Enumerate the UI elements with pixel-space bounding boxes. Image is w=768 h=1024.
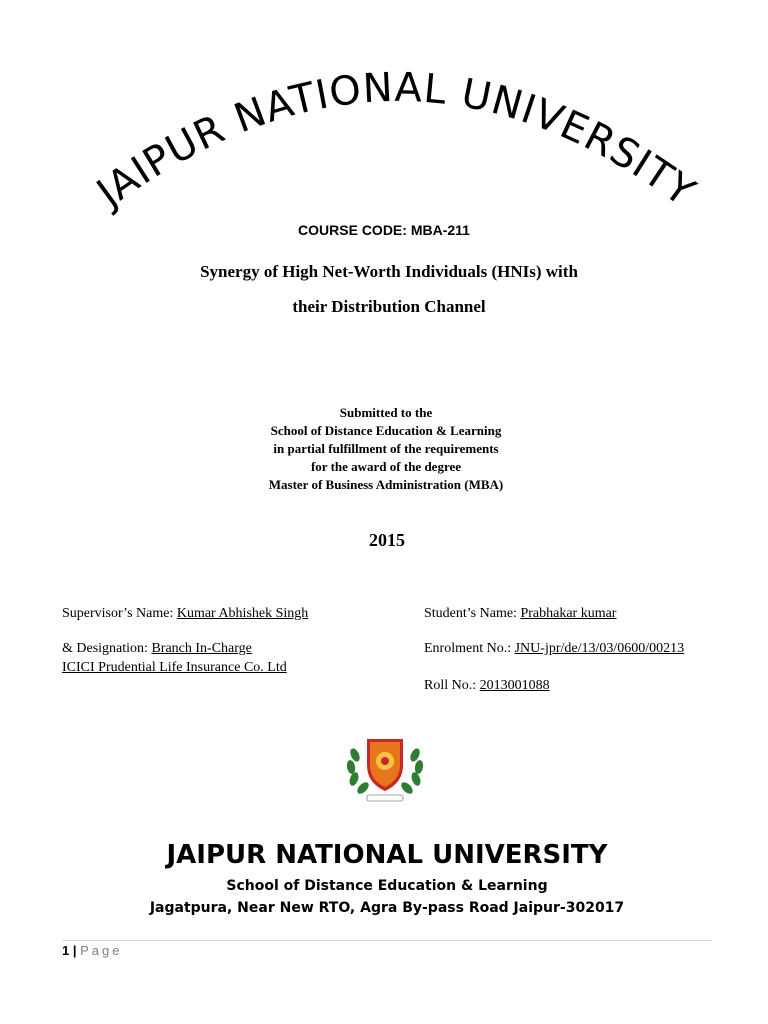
roll-number-field xyxy=(424,678,550,694)
student-name: Prabhakar kumar xyxy=(520,606,617,621)
footer-divider xyxy=(62,940,712,941)
submission-line-5: Master of Business Administration (MBA) xyxy=(268,477,504,492)
submission-line-2: School of Distance Education & Learning xyxy=(270,423,502,438)
enrolment-field xyxy=(424,641,684,657)
arched-university-title xyxy=(0,0,768,240)
supervisor-name-field xyxy=(62,606,308,622)
page-label: Page xyxy=(80,943,123,958)
enrolment-number: JNU-jpr/de/13/03/0600/00213 xyxy=(514,641,685,656)
supervisor-organization-field xyxy=(62,660,287,676)
roll-label: Roll No.: xyxy=(424,678,477,693)
supervisor-designation-field xyxy=(62,641,252,657)
university-name: JAIPUR NATIONAL UNIVERSITY xyxy=(166,840,608,870)
supervisor-designation: Branch In-Charge xyxy=(151,641,252,656)
submission-line-3: in partial fulfillment of the requirements xyxy=(273,441,499,456)
course-code: COURSE CODE: MBA-211 xyxy=(298,222,470,238)
designation-label: & Designation: xyxy=(62,641,148,656)
submission-line-4: for the award of the degree xyxy=(310,459,462,474)
university-emblem-icon xyxy=(343,733,427,805)
page-footer xyxy=(62,943,123,958)
roll-number: 2013001088 xyxy=(479,678,550,693)
student-name-field xyxy=(424,606,616,622)
university-address: Jagatpura, Near New RTO, Agra By-pass Road Jaipur-302017 xyxy=(149,900,625,916)
school-name: School of Distance Education & Learning xyxy=(226,878,548,894)
project-title-line-1: Synergy of High Net-Worth Individuals (HNIs) with xyxy=(200,262,578,281)
supervisor-name-label: Supervisor’s Name: xyxy=(62,606,174,621)
submission-line-1: Submitted to the xyxy=(339,405,433,420)
enrolment-label: Enrolment No.: xyxy=(424,641,512,656)
page-number: 1 xyxy=(62,943,70,958)
page-separator: | xyxy=(72,943,77,958)
project-title-line-2: their Distribution Channel xyxy=(292,297,486,316)
student-name-label: Student’s Name: xyxy=(424,606,517,621)
arched-title-text: JAIPUR NATIONAL UNIVERSITY xyxy=(88,64,704,217)
submission-statement xyxy=(0,404,768,494)
supervisor-organization: ICICI Prudential Life Insurance Co. Ltd xyxy=(62,660,287,675)
submission-year: 2015 xyxy=(369,530,405,550)
supervisor-name: Kumar Abhishek Singh xyxy=(176,606,309,621)
